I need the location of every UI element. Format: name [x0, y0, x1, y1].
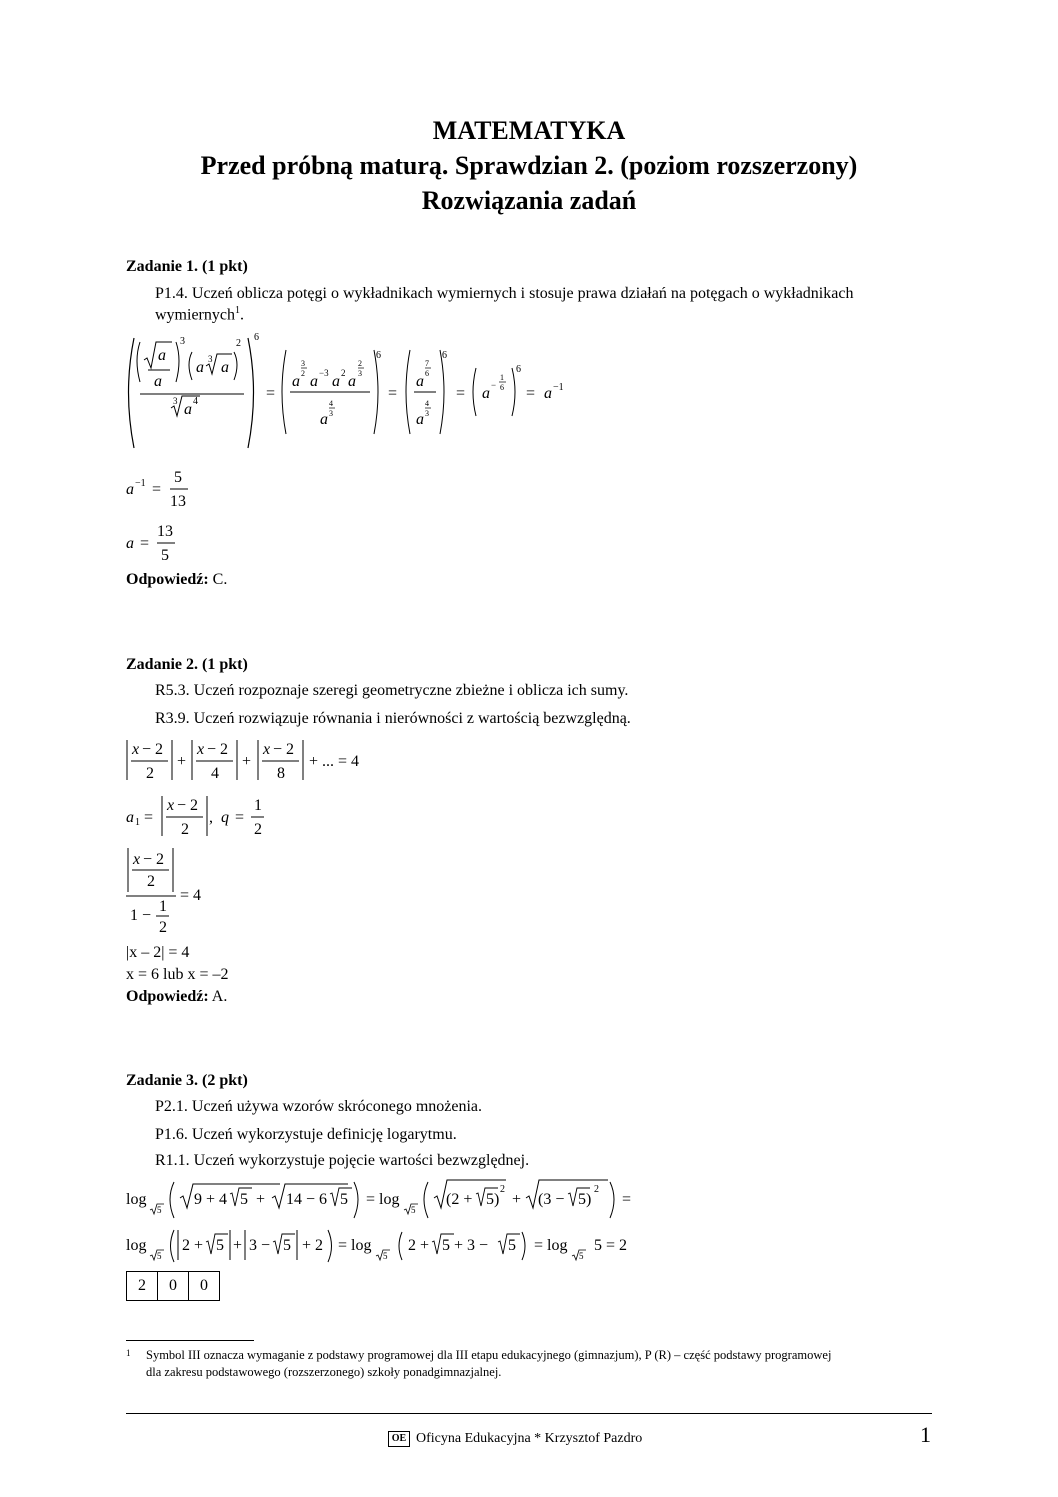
svg-text:= log: = log [366, 1191, 400, 1208]
svg-text:3: 3 [180, 336, 185, 347]
svg-text:2: 2 [358, 359, 362, 368]
task2-abs-equation: |x – 2| = 4 [126, 944, 190, 961]
score-box: 0 [188, 1271, 220, 1301]
svg-text:a: a [126, 481, 134, 498]
svg-text:a: a [310, 373, 318, 390]
task1-requirement-cont: wymiernych$^1$. [155, 305, 244, 324]
page-title: MATEMATYKA [432, 116, 626, 145]
svg-text:6: 6 [425, 369, 429, 378]
task1-equation-a [124, 520, 204, 570]
svg-text:5: 5 [411, 1205, 416, 1215]
svg-text:x: x [133, 851, 141, 868]
svg-text:+ ... = 4: + ... = 4 [309, 753, 360, 770]
svg-text:log: log [126, 1191, 147, 1208]
svg-text:5: 5 [157, 1205, 162, 1215]
svg-text:a: a [126, 535, 134, 552]
score-box: 2 [126, 1271, 158, 1301]
svg-text:a: a [544, 385, 552, 402]
svg-text:− 2: − 2 [177, 797, 199, 814]
task1-heading: Zadanie 1. (1 pkt) [126, 258, 248, 275]
svg-text:6: 6 [376, 350, 381, 361]
svg-text:4: 4 [425, 399, 429, 408]
svg-text:5: 5 [216, 1237, 224, 1254]
svg-text:q: q [221, 809, 229, 826]
svg-text:1: 1 [135, 817, 140, 828]
svg-text:2: 2 [301, 369, 305, 378]
svg-text:= log: = log [534, 1237, 568, 1254]
svg-text:2: 2 [236, 338, 241, 349]
task3-requirement-3: R1.1. Uczeń wykorzystuje pojęcie wartości bezwzględnej. [155, 1152, 530, 1169]
svg-text:=: = [622, 1191, 632, 1208]
svg-text:=: = [526, 385, 536, 402]
publisher-logo-icon: OE [388, 1431, 410, 1447]
svg-text:= 4: = 4 [180, 887, 202, 904]
svg-text:=: = [144, 809, 154, 826]
svg-text:a: a [221, 359, 229, 376]
svg-text:2: 2 [159, 919, 167, 936]
svg-text:7: 7 [425, 359, 429, 368]
svg-text:a: a [348, 373, 356, 390]
svg-text:a: a [196, 359, 204, 376]
svg-text:a: a [320, 411, 328, 428]
svg-text:=: = [152, 481, 162, 498]
svg-text:2: 2 [500, 1184, 505, 1195]
svg-text:5 + 3 −: 5 + 3 − [442, 1237, 489, 1254]
svg-text:5: 5 [283, 1237, 291, 1254]
task2-requirement-1: R5.3. Uczeń rozpoznaje szeregi geometryczne zbieżne i oblicza ich sumy. [155, 682, 629, 699]
svg-text:a: a [292, 373, 300, 390]
svg-text:2: 2 [594, 1184, 599, 1195]
svg-text:+: + [512, 1191, 522, 1208]
svg-text:6: 6 [254, 332, 259, 343]
svg-text:2 +: 2 + [182, 1237, 204, 1254]
svg-text:3: 3 [301, 359, 305, 368]
svg-text:13: 13 [157, 523, 173, 540]
task1-answer: Odpowiedź: C. [126, 571, 228, 588]
score-box: 0 [157, 1271, 189, 1301]
svg-text:− 2: − 2 [207, 741, 229, 758]
svg-text:=: = [266, 385, 276, 402]
svg-text:2: 2 [147, 873, 155, 890]
page-subtitle: Przed próbną maturą. Sprawdzian 2. (poziom rozszerzony) [200, 151, 858, 180]
footnote-text: Symbol III oznacza wymaganie z podstawy programowej dla III etapu edukacyjnego (gimnazjum), P (R) – część podstawy programowej dla zakresu podstawowego (rozszerzonego) szkoły ponadgimnazjalnej. [146, 1348, 832, 1379]
page-number: 1 [920, 1422, 931, 1447]
svg-text:5: 5 [174, 469, 182, 486]
footer-rule [126, 1413, 932, 1414]
task3-heading: Zadanie 3. (2 pkt) [126, 1072, 248, 1089]
svg-text:5: 5 [579, 1251, 584, 1261]
svg-text:=: = [456, 385, 466, 402]
svg-text:+: + [256, 1191, 266, 1208]
footnote-rule [126, 1340, 254, 1341]
svg-text:3 −: 3 − [249, 1237, 271, 1254]
svg-text:=: = [140, 535, 150, 552]
task3-requirement-2: P1.6. Uczeń wykorzystuje definicję logarytmu. [155, 1126, 457, 1143]
task3-requirement-1: P2.1. Uczeń używa wzorów skróconego mnożenia. [155, 1098, 483, 1115]
svg-text:x: x [132, 741, 140, 758]
svg-text:6: 6 [500, 383, 504, 392]
svg-text:a: a [184, 401, 192, 418]
task3-score-boxes [127, 1271, 220, 1301]
svg-text:−: − [491, 380, 497, 390]
svg-text:a: a [332, 373, 340, 390]
task1-equation-inverse [124, 466, 204, 516]
svg-text:6: 6 [516, 364, 521, 375]
svg-text:4: 4 [193, 396, 198, 407]
svg-text:3: 3 [329, 409, 333, 418]
svg-text:5: 5 [383, 1251, 388, 1261]
footnote-mark: 1 [126, 1348, 131, 1358]
svg-text:6: 6 [442, 350, 447, 361]
svg-text:,: , [209, 809, 213, 826]
svg-text:1: 1 [500, 373, 504, 382]
svg-text:13: 13 [170, 493, 186, 510]
task2-answer: Odpowiedź: A. [126, 988, 228, 1005]
svg-text:5: 5 [161, 547, 169, 564]
svg-text:(2 +: (2 + [446, 1191, 473, 1208]
svg-text:+: + [242, 753, 252, 770]
svg-text:a: a [154, 373, 162, 390]
svg-text:5): 5) [486, 1191, 500, 1208]
svg-text:(3 −: (3 − [538, 1191, 565, 1208]
svg-text:5: 5 [157, 1251, 162, 1261]
svg-text:x: x [167, 797, 175, 814]
svg-text:2 +: 2 + [408, 1237, 430, 1254]
svg-text:+: + [233, 1237, 243, 1254]
svg-text:−3: −3 [319, 368, 329, 378]
task3-log-equation-2 [124, 1226, 644, 1266]
svg-text:9 + 4: 9 + 4 [194, 1191, 228, 1208]
svg-text:−1: −1 [135, 478, 146, 489]
svg-text:+: + [177, 753, 187, 770]
svg-text:1: 1 [254, 797, 262, 814]
svg-text:− 2: − 2 [143, 851, 165, 868]
svg-text:−1: −1 [553, 382, 564, 393]
task2-sum-equation [124, 846, 244, 938]
task2-heading: Zadanie 2. (1 pkt) [126, 656, 248, 673]
svg-text:3: 3 [358, 369, 362, 378]
svg-text:14 − 6: 14 − 6 [286, 1191, 328, 1208]
svg-text:2: 2 [181, 821, 189, 838]
footer-publisher: OE Oficyna Edukacyjna * Krzysztof Pazdro [388, 1431, 642, 1447]
svg-text:1 −: 1 − [130, 907, 152, 924]
svg-text:5: 5 [340, 1191, 348, 1208]
svg-text:− 2: − 2 [142, 741, 164, 758]
svg-text:a: a [416, 373, 424, 390]
task3-log-equation-1 [124, 1176, 644, 1222]
svg-text:a: a [126, 809, 134, 826]
svg-text:a: a [158, 347, 166, 364]
page-subtitle-2: Rozwiązania zadań [421, 186, 637, 215]
svg-text:x: x [263, 741, 271, 758]
svg-text:=: = [388, 385, 398, 402]
svg-text:1: 1 [159, 898, 167, 915]
svg-text:2: 2 [146, 765, 154, 782]
svg-text:8: 8 [277, 765, 285, 782]
svg-text:2: 2 [341, 368, 346, 378]
task2-solution: x = 6 lub x = –2 [126, 966, 229, 983]
svg-text:− 2: − 2 [273, 741, 295, 758]
svg-text:3: 3 [425, 409, 429, 418]
svg-text:5 = 2: 5 = 2 [594, 1237, 628, 1254]
task1-main-equation [120, 330, 580, 460]
svg-text:2: 2 [254, 821, 262, 838]
svg-text:3: 3 [208, 354, 213, 364]
svg-text:log: log [126, 1237, 147, 1254]
task2-series-equation [124, 736, 384, 786]
task2-a1-q [124, 792, 284, 842]
svg-text:=: = [235, 809, 245, 826]
svg-text:4: 4 [211, 765, 219, 782]
task2-requirement-2: R3.9. Uczeń rozwiązuje równania i nierówności z wartością bezwzględną. [155, 710, 631, 727]
svg-text:= log: = log [338, 1237, 372, 1254]
svg-text:a: a [482, 385, 490, 402]
task1-requirement: P1.4. Uczeń oblicza potęgi o wykładnikach wymiernych i stosuje prawa działań na potęgach o wykładnikach [155, 285, 854, 302]
svg-text:+ 2: + 2 [302, 1237, 324, 1254]
svg-text:a: a [416, 411, 424, 428]
svg-text:4: 4 [329, 399, 333, 408]
svg-text:5): 5) [578, 1191, 592, 1208]
svg-text:x: x [197, 741, 205, 758]
svg-text:3: 3 [173, 396, 178, 406]
svg-text:5: 5 [240, 1191, 248, 1208]
svg-text:5: 5 [508, 1237, 516, 1254]
